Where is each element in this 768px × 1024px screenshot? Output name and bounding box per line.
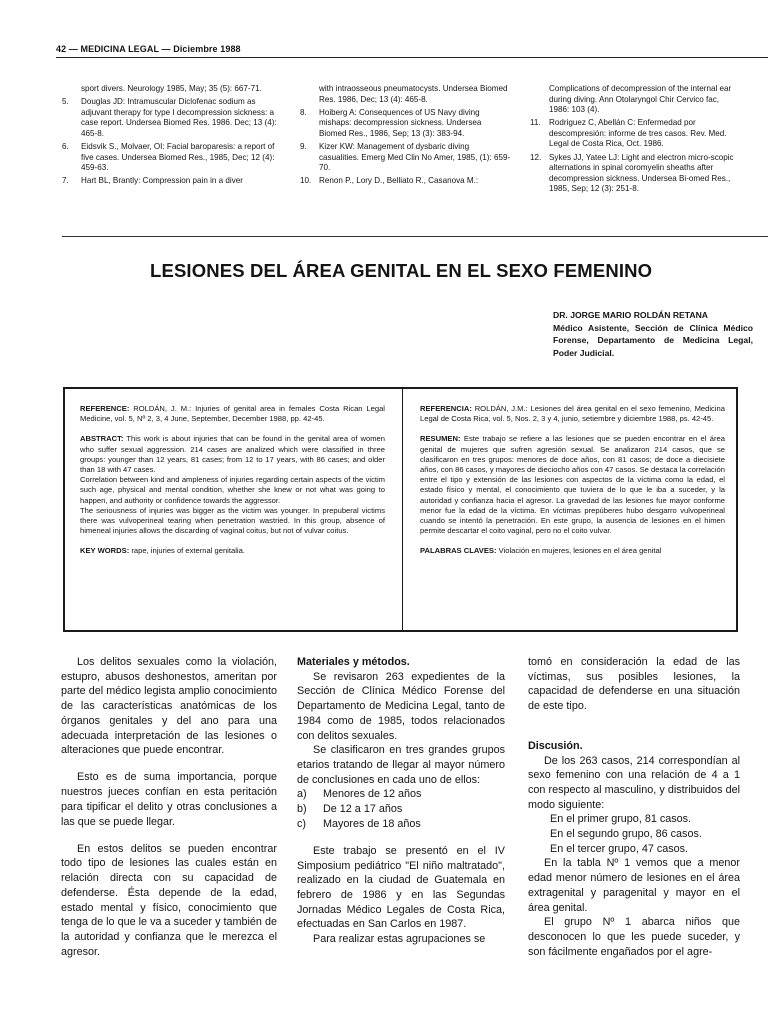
- reference-item: sport divers. Neurology 1985, May; 35 (5): 667-71.: [81, 84, 262, 93]
- author-name: DR. JORGE MARIO ROLDÁN RETANA: [553, 310, 709, 320]
- reference-item: 12. Sykes JJ, Yatee LJ: Light and electron micro-scopic alternations in spinal coromyelin sheaths after decompression sickness. Undersea Bi-omed Res., 1985, Sep; 12 (3): 251-8.: [530, 152, 734, 194]
- abstract-paragraph: ABSTRACT: This work is about injuries that can be found in the genital area of women who suffer sexual aggression. 214 cases are analized which were classified in three groups: younger than 12 years, 81 cases; from 12 to 17 years, with 86 cases; and older than 18 with 47 cases.: [80, 434, 385, 475]
- group-line: En el tercer grupo, 47 casos.: [550, 842, 689, 855]
- body-paragraph: Para realizar estas agrupaciones se: [313, 933, 486, 946]
- body-paragraph: Se clasificaron en tres grandes grupos etarios tratando de llegar al mayor número de conclusiones en cada uno de ellos:: [297, 744, 505, 786]
- reference-item: 11. Rodriguez C, Abellán C: Enfermedad por descompresión: informe de tres casos. Rev. Med. Legal de Costa Rica, Oct. 1986.: [530, 118, 727, 149]
- references-column-1: [59, 84, 279, 189]
- body-paragraph: Este trabajo se presentó en el IV Simposium pediátrico "El niño maltratado", realizado en la ciudad de Guatemala en febrero de 1986 y en las Segundas Jornadas Médico Legales de Costa Rica, efectuadas en San Carlos en 1987.: [297, 844, 505, 931]
- resumen-paragraph: RESUMEN: Este trabajo se refiere a las lesiones que se pueden encontrar en el área genital de mujeres que sufren agresión sexual. Se analizaron 214 casos, que se clasificaron en tres grupos: menores de doce años, con 81 casos; de doce a diecisiete años, con 86 casos, y mayores de dieciocho años con 47 casos. Se destaca la correlación entre el tipo y extensión de las lesiones con aspectos de la víctima como la edad, el estado físico y mental, el conocimiento que tuviera de lo que le iba a suceder, y la autoridad y confianza hacia el agresor. La gravedad de las lesiones fue mayor conforme menor fue la edad de la víctima. En víctimas prepúberes hubo desgarro vulvoperineal cuando se intentó la penetración. En este grupo, la ausencia de lesiones en el himen permite descartar el coito vaginal, pero no el coito vulvar.: [420, 434, 725, 536]
- reference-item: Complications of decompression of the internal ear during diving. Ann Otolaryngol Chir Cervico fac, 1986: 103 (4).: [549, 84, 732, 115]
- abstract-paragraph-2: Correlation between kind and ampleness of injuries regarding certain aspects of the victim such age, physical and mental condition, whether she knew or not what was going to happen, and authority or confidence towards the aggressor.: [80, 475, 385, 505]
- body-column-1: [61, 655, 277, 959]
- reference-item: 10. Renon P., Lory D., Belliato R., Casanova M.:: [300, 176, 479, 186]
- abstract-spanish: [420, 404, 725, 567]
- body-paragraph: tomó en consideración la edad de las víctimas, sus posibles lesiones, la capacidad de defenderse en una situación de este tipo.: [528, 656, 740, 713]
- list-item: b) De 12 a 17 años: [297, 803, 403, 816]
- abstract-paragraph-3: The seriousness of injuries was bigger as the victim was younger. In prepuberal victims there was vulvoperineal tearing when penetration wastried. In this group, absence of himeneal injuries allows the discarding of vaginal coitus, but not of vulvar coitus.: [80, 505, 385, 536]
- section-heading-materiales: Materiales y métodos.: [297, 656, 410, 668]
- body-paragraph: En estos delitos se pueden encontrar todo tipo de lesiones las cuales están en relación directa con su capacidad de defenderse. Ésta depende de la edad, estado mental y físico, conocimiento que tenga de lo que le va a suceder y también de la autoridad y confianza que le merezca el agresor.: [61, 842, 277, 958]
- reference-item: 6. Eidsvik S., Molvaer, OI: Facial baroparesis: a report of five cases. Undersea Biomed Res., 1985, Dec; 12 (4): 459-63.: [62, 141, 275, 173]
- reference-item: 8. Hoiberg A: Consequences of US Navy diving mishaps: decompression sickness. Undersea Biomed Res., 1986, Sep; 13 (3): 383-94.: [300, 107, 482, 138]
- palabras-claves-paragraph: PALABRAS CLAVES: Violación en mujeres, lesiones en el área genital: [420, 546, 662, 556]
- references-column-2: [297, 84, 511, 189]
- article-title: LESIONES DEL ÁREA GENITAL EN EL SEXO FEMENINO: [150, 260, 653, 281]
- running-head: 42 — MEDICINA LEGAL — Diciembre 1988: [56, 44, 241, 54]
- list-item: a) Menores de 12 años: [297, 788, 422, 801]
- body-paragraph: Los delitos sexuales como la violación, estupro, abusos deshonestos, ameritan por parte del médico legista amplio conocimiento de las características anatómicas de los órganos genitales y del ano para una adecuada interpretación de las lesiones o alteraciones que puede encontrar.: [61, 656, 277, 757]
- reference-item: with intraosseous pneumatocysts. Undersea Biomed Res. 1986, Dec; 13 (4): 465-8.: [319, 84, 508, 104]
- body-column-2: [297, 655, 505, 947]
- references-column-3: [527, 84, 739, 197]
- author-affiliation: Médico Asistente, Sección de Clínica Médico Forense, Departamento de Medicina Legal, Poder Judicial.: [553, 322, 753, 358]
- body-paragraph: El grupo Nº 1 abarca niños que desconocen lo que les puede suceder, y son fácilmente engañados por el agre-: [528, 916, 740, 958]
- section-divider: [62, 236, 768, 237]
- keywords-paragraph: KEY WORDS: rape, injuries of external genitalia.: [80, 546, 245, 556]
- abstract-english: [80, 404, 385, 567]
- body-paragraph: Esto es de suma importancia, porque nuestros jueces confían en esta peritación para tipificar el delito y otras conclusiones a las que se puede llegar.: [61, 771, 277, 828]
- group-line: En el segundo grupo, 86 casos.: [550, 828, 702, 841]
- header-rule: [56, 57, 768, 58]
- reference-item: 5. Douglas JD: Intramuscular Diclofenac sodium as adjuvant therapy for type I decompression sickness: a case report. Undersea Biomed Res. 1986. Dec; 13 (4): 465-8.: [62, 97, 277, 138]
- body-paragraph: En la tabla Nº 1 vemos que a menor edad menor número de lesiones en el área extragenital y paragenital y mayor en el área genital.: [528, 857, 740, 914]
- group-line: En el primer grupo, 81 casos.: [550, 813, 692, 826]
- reference-item: 7. Hart BL, Brantly: Compression pain in a diver: [62, 176, 243, 186]
- reference-item: 9. Kizer KW: Management of dysbaric diving casualities. Emerg Med Clin No Amer, 1985, (1): 659-70.: [300, 141, 511, 173]
- section-heading-discusion: Discusión.: [528, 739, 583, 752]
- body-column-3: [528, 655, 740, 959]
- list-item: c) Mayores de 18 años: [297, 817, 421, 830]
- author-block: [553, 309, 753, 359]
- reference-paragraph: REFERENCE: ROLDÁN, J. M.: Injuries of genital area in females Costa Rican Legal Medicine, vol. 5, Nº 2, 3, 4 June, September, December 1988, pp. 42-45.: [80, 404, 385, 424]
- abstract-box: [63, 387, 738, 632]
- referencia-paragraph: REFERENCIA: ROLDÁN, J.M.: Lesiones del área genital en el sexo femenino, Medicina Legal de Costa Rica, vol. 5, Nos. 2, 3 y 4, junio, setiembre y diciembre 1988, ps. 42-45.: [420, 404, 725, 424]
- abstract-divider: [402, 389, 403, 630]
- body-paragraph: De los 263 casos, 214 correspondían al sexo femenino con una relación de 4 a 1 con respecto al masculino, y distribuidos del modo siguiente:: [528, 754, 740, 811]
- body-paragraph: Se revisaron 263 expedientes de la Sección de Clínica Médico Forense del Departamento de Medicina Legal, tanto de 1984 como de 1985, todos relacionados con delitos sexuales.: [297, 670, 505, 742]
